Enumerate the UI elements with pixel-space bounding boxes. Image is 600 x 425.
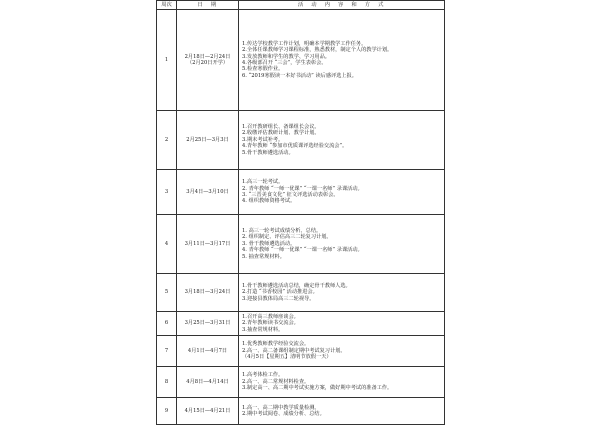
date-range: 3月18日—3月24日: [184, 289, 231, 296]
week-cell: 5: [157, 274, 177, 312]
date-cell: [177, 111, 239, 170]
week-cell: 6: [157, 312, 177, 336]
activity-item: 5. 抽查常规材料。: [242, 253, 285, 260]
activity-item: 3.抽查常规材料。: [242, 326, 284, 333]
date-range: 4月15日—4月21日: [184, 407, 231, 414]
date-range: 2月25日—3月3日: [186, 136, 229, 143]
activity-item: 3.发放教师和学生的教学、学习用品。: [242, 53, 330, 60]
table-row: [157, 111, 445, 170]
activity-item: 4.青年教师 “参加市优质课评选经验交流会”。: [242, 143, 348, 150]
date-cell: [177, 274, 239, 312]
activity-item: 1.高一、高二期中教学质量检测。: [242, 404, 320, 411]
week-cell: 9: [157, 398, 177, 425]
week-cell: 4: [157, 215, 177, 274]
activity-item: 5.检查寒假作业。: [242, 66, 284, 73]
activity-item: 1.高考体检工作。: [242, 372, 284, 379]
activity-item: 2.收缴评估教研计划、教学计划。: [242, 130, 320, 137]
table-row: [157, 10, 445, 111]
activity-item: 3.迎接县教体局高三二轮视导。: [242, 295, 315, 302]
activity-item: 4. 组织教师资格考试。: [242, 198, 296, 205]
date-cell: [177, 170, 239, 215]
date-cell: [177, 336, 239, 367]
activity-cell: [239, 215, 445, 274]
header-week: 周次: [157, 1, 177, 10]
schedule-page: [156, 0, 444, 417]
date-range: 2月18日—2月24日: [184, 53, 231, 60]
activity-item: （4月5日【星期五】清明节放假一天）: [242, 354, 332, 361]
date-cell: [177, 367, 239, 398]
date-cell: [177, 312, 239, 336]
table-row: [157, 367, 445, 398]
activity-item: 2.高一、高二备课组制定期中考试复习计划。: [242, 347, 346, 354]
date-range: 3月25日—3月31日: [184, 320, 231, 327]
header-activity: 活 动 内 容 和 方 式: [239, 1, 445, 10]
activity-item: 1.传达学校教学工作计划，明确本学期教学工作任务。: [242, 40, 367, 47]
activity-item: 1. 高三一轮考试成绩分析、总结。: [242, 227, 322, 234]
activity-item: 3.期末考试补考。: [242, 136, 284, 143]
activity-cell: [239, 111, 445, 170]
activity-item: 2. 青年教师 “一师一优课” “一课一名师” 录课活动。: [242, 185, 363, 192]
schedule-table: [156, 0, 445, 425]
activity-item: 1.骨干教师遴选活动总结，确定骨干教师人选。: [242, 282, 351, 289]
activity-item: 1.优秀教师教学经验交流会。: [242, 341, 310, 348]
activity-item: 4.各级部召开 “三会”，学生表彰会。: [242, 60, 327, 66]
activity-cell: [239, 312, 445, 336]
activity-item: 1.召开教研组长、备课组长会议。: [242, 123, 320, 130]
activity-item: 1.高三一轮考试。: [242, 179, 284, 186]
date-range: 4月1日—4月7日: [187, 347, 228, 354]
table-row: [157, 312, 445, 336]
activity-cell: [239, 367, 445, 398]
table-row: [157, 170, 445, 215]
activity-item: 1.召开高三教师座谈会。: [242, 313, 299, 320]
activity-cell: [239, 10, 445, 111]
week-cell: 8: [157, 367, 177, 398]
date-range: 3月11日—3月17日: [184, 240, 231, 247]
activity-item: 2. 组织制定、评估高三二轮复习计划。: [242, 234, 332, 241]
activity-cell: [239, 274, 445, 312]
date-note: （2月20日开学）: [186, 60, 229, 66]
date-cell: [177, 10, 239, 111]
activity-item: 5.骨干教师遴选活动。: [242, 149, 294, 156]
activity-item: 3.制定高一、高二期中考试实施方案，做好期中考试的准备工作。: [242, 385, 393, 392]
date-cell: [177, 398, 239, 425]
table-header-row: [157, 1, 445, 10]
date-range: 3月4日—3月10日: [186, 188, 229, 195]
week-cell: 7: [157, 336, 177, 367]
activity-item: 2.青年教师读书交流会。: [242, 320, 299, 327]
activity-cell: [239, 170, 445, 215]
date-cell: [177, 215, 239, 274]
activity-cell: [239, 398, 445, 425]
activity-item: 2.高一、高二常规材料检查。: [242, 378, 310, 385]
week-cell: 1: [157, 10, 177, 111]
table-row: [157, 336, 445, 367]
activity-item: 2.期中考试阅卷、成绩分析、总结。: [242, 411, 325, 417]
table-row: [157, 274, 445, 312]
table-row: [157, 215, 445, 274]
activity-item: 4. 青年教师 “一师一优课” “一课一名师” 录课活动。: [242, 247, 363, 254]
date-range: 4月8日—4月14日: [186, 378, 229, 385]
week-cell: 3: [157, 170, 177, 215]
activity-item: 3. 骨干教师遴选活动。: [242, 240, 296, 247]
header-date: 日 期: [177, 1, 239, 10]
week-cell: 2: [157, 111, 177, 170]
activity-item: 2.打造 “书香校园” 活动推进会。: [242, 289, 318, 296]
table-row: [157, 398, 445, 425]
activity-item: 3. “三晋美食文化” 征文评选活动表彰会。: [242, 192, 339, 198]
activity-item: 6. “2019寒假读一本好书活动” 读后感评选上报。: [242, 72, 357, 79]
activity-cell: [239, 336, 445, 367]
activity-item: 2.全体任课教师学习课程标准，熟悉教材，制定个人的教学计划。: [242, 47, 393, 54]
